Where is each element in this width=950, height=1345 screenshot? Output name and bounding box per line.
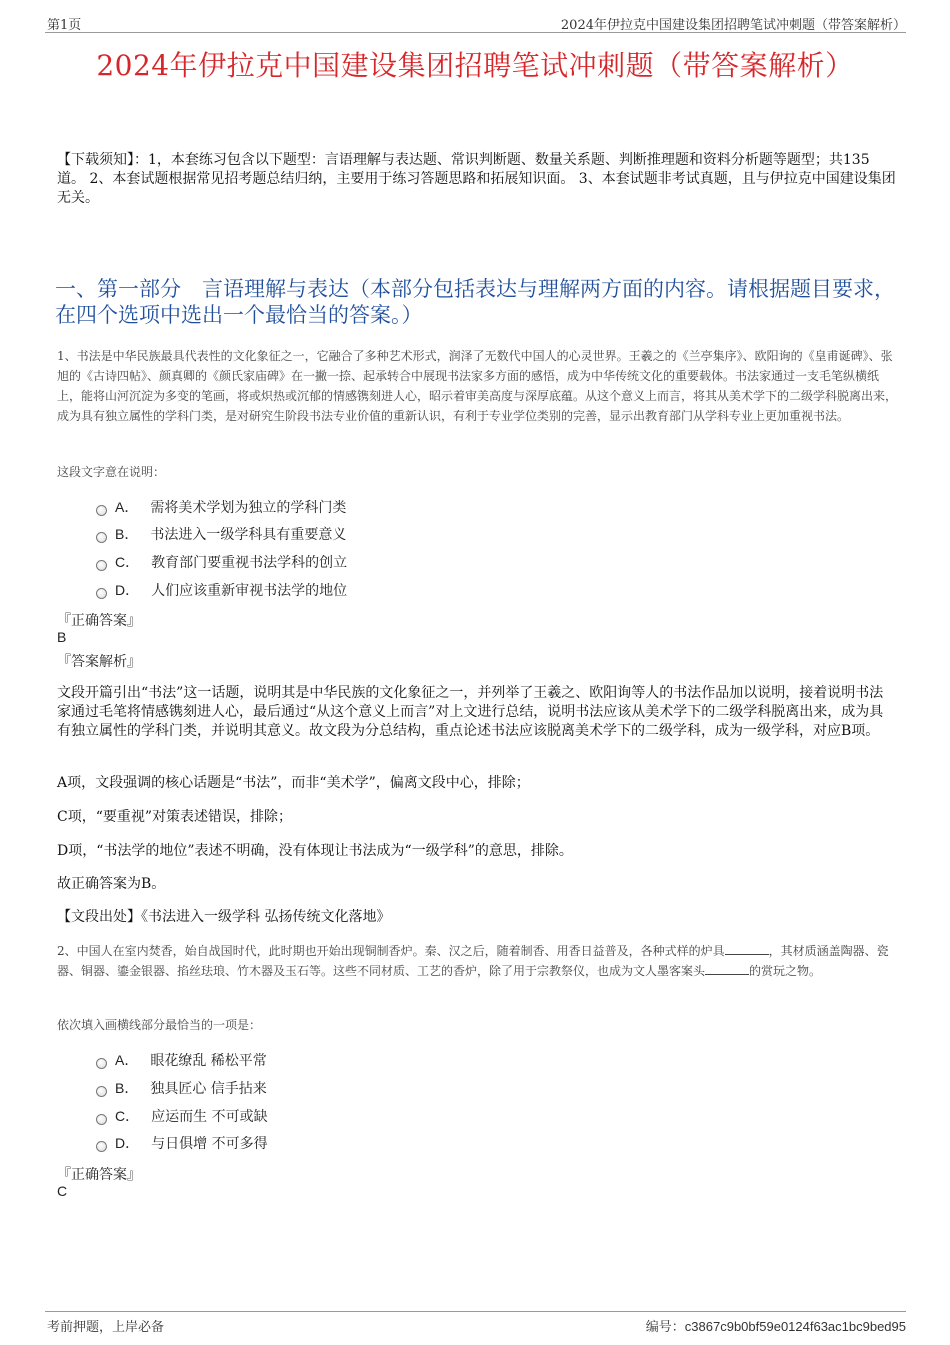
page-number: 第1页 xyxy=(47,18,82,33)
fill-blank-1 xyxy=(725,942,769,955)
radio-icon[interactable] xyxy=(96,1114,107,1125)
q2-text-part1: 2、中国人在室内焚香，始自战国时代，此时期也开始出现铜制香炉。秦、汉之后，随着制香、用香日益普及，各种式样的炉具 xyxy=(57,944,725,958)
q1-analysis-a: A项，文段强调的核心话题是“书法”，而非“美术学”，偏离文段中心，排除； xyxy=(57,775,530,791)
question-2-text xyxy=(57,941,897,981)
q1-option-b[interactable] xyxy=(96,524,346,544)
radio-icon[interactable] xyxy=(96,560,107,571)
q2-text-part3: 的赏玩之物。 xyxy=(749,964,822,978)
option-text: 书法进入一级学科具有重要意义 xyxy=(150,527,347,543)
question-1-prompt: 这段文字意在说明： xyxy=(57,465,166,479)
q1-analysis-d: D项，“书法学的地位”表述不明确，没有体现让书法成为“一级学科”的意思，排除。 xyxy=(57,843,573,859)
header-divider xyxy=(45,32,906,33)
option-letter: C． xyxy=(115,554,140,570)
option-text: 应运而生 不可或缺 xyxy=(151,1109,268,1125)
radio-icon[interactable] xyxy=(96,505,107,516)
code-label: 编号： xyxy=(645,1320,685,1335)
option-letter: B． xyxy=(115,1080,139,1096)
footer-divider xyxy=(45,1311,906,1312)
code-value: c3867c9b0bf59e0124f63ac1bc9bed95 xyxy=(684,1319,906,1334)
radio-icon[interactable] xyxy=(96,532,107,543)
q2-option-d[interactable] xyxy=(96,1133,268,1153)
option-letter: D． xyxy=(115,582,140,598)
download-notice: 【下载须知】：1，本套练习包含以下题型：言语理解与表达题、常识判断题、数量关系题、判断推理题和资料分析题等题型；共135道。 2、本套试题根据常见招考题总结归纳，主要用于练习答题思路和拓展知识面。 3、本套试题非考试真题，且与伊拉克中国建设集团无关。 xyxy=(57,152,896,206)
q1-option-d[interactable] xyxy=(96,580,347,600)
question-2-prompt: 依次填入画横线部分最恰当的一项是： xyxy=(57,1018,262,1032)
option-letter: B． xyxy=(115,526,139,542)
option-text: 需将美术学划为独立的学科门类 xyxy=(150,500,347,516)
q2-text-part2: ，其材质涵盖陶器、瓷器、铜器、鎏金银器、掐丝珐琅、竹木器及玉石等。这些不同材质、工艺的香炉，除了用于宗教祭仪，也成为文人墨客案头 xyxy=(57,944,889,978)
q1-analysis-label: 『答案解析』 xyxy=(57,654,141,670)
option-letter: A． xyxy=(115,1052,139,1068)
q1-answer: B xyxy=(57,629,67,645)
q2-option-a[interactable] xyxy=(96,1050,267,1070)
q1-option-a[interactable] xyxy=(96,497,346,517)
page-title: 2024年伊拉克中国建设集团招聘笔试冲刺题（带答案解析） xyxy=(96,49,854,82)
option-text: 人们应该重新审视书法学的地位 xyxy=(151,583,348,599)
q1-source: 【文段出处】《书法进入一级学科 弘扬传统文化落地》 xyxy=(57,909,391,925)
option-text: 眼花缭乱 稀松平常 xyxy=(150,1053,267,1069)
q1-answer-label: 『正确答案』 xyxy=(57,613,141,629)
q2-option-c[interactable] xyxy=(96,1106,268,1126)
question-1-text: 1、书法是中华民族最具代表性的文化象征之一，它融合了多种艺术形式，润泽了无数代中国人的心灵世界。王羲之的《兰亭集序》、欧阳询的《皇甫诞碑》、张旭的《古诗四帖》、颜真卿的《颜氏家庙碑》在一撇一捺、起承转合中展现书法家多方面的感悟，成为中华传统文化的重要载体。书法家通过一支毛笔纵横纸上，能将山河沉淀为多变的笔画，将或炽热或沉郁的情感镌刻进人心，昭示着审美高度与深厚底蕴。从这个意义上而言，将其从美术学下的二级学科脱离出来，成为具有独立属性的学科门类，是对研究生阶段书法专业价值的重新认识，有利于专业学位类别的完善，显示出教育部门从学科专业上更加重视书法。 xyxy=(57,349,898,423)
running-title: 2024年伊拉克中国建设集团招聘笔试冲刺题（带答案解析） xyxy=(560,18,906,33)
q1-analysis-c: C项，“要重视”对策表述错误，排除； xyxy=(57,809,293,825)
q2-option-b[interactable] xyxy=(96,1078,267,1098)
q2-answer: C xyxy=(57,1183,68,1199)
radio-icon[interactable] xyxy=(96,588,107,599)
option-letter: C． xyxy=(115,1108,140,1124)
option-letter: D． xyxy=(115,1135,140,1151)
option-text: 与日俱增 不可多得 xyxy=(151,1136,268,1152)
option-text: 独具匠心 信手拈来 xyxy=(150,1081,267,1097)
radio-icon[interactable] xyxy=(96,1058,107,1069)
section-heading: 一、第一部分 言语理解与表达（本部分包括表达与理解两方面的内容。请根据题目要求，在四个选项中选出一个最恰当的答案。） xyxy=(55,277,895,327)
fill-blank-2 xyxy=(705,962,749,975)
q1-conclusion: 故正确答案为B。 xyxy=(57,876,166,892)
document-code xyxy=(646,1316,906,1335)
q2-answer-label: 『正确答案』 xyxy=(57,1167,141,1183)
radio-icon[interactable] xyxy=(96,1086,107,1097)
footer-slogan: 考前押题，上岸必备 xyxy=(47,1320,165,1335)
option-text: 教育部门要重视书法学科的创立 xyxy=(151,555,348,571)
radio-icon[interactable] xyxy=(96,1141,107,1152)
q1-option-c[interactable] xyxy=(96,552,347,572)
q1-analysis: 文段开篇引出“书法”这一话题，说明其是中华民族的文化象征之一，并列举了王羲之、欧阳询等人的书法作品加以说明，接着说明书法家通过毛笔将情感镌刻进人心，最后通过“从这个意义上而言”对上文进行总结，说明书法应该从美术学下的二级学科脱离出来，成为具有独立属性的学科门类，并说明其意义。故文段为分总结构，重点论述书法应该脱离美术学下的二级学科，成为一级学科，对应B项。 xyxy=(57,685,884,739)
option-letter: A． xyxy=(115,499,139,515)
